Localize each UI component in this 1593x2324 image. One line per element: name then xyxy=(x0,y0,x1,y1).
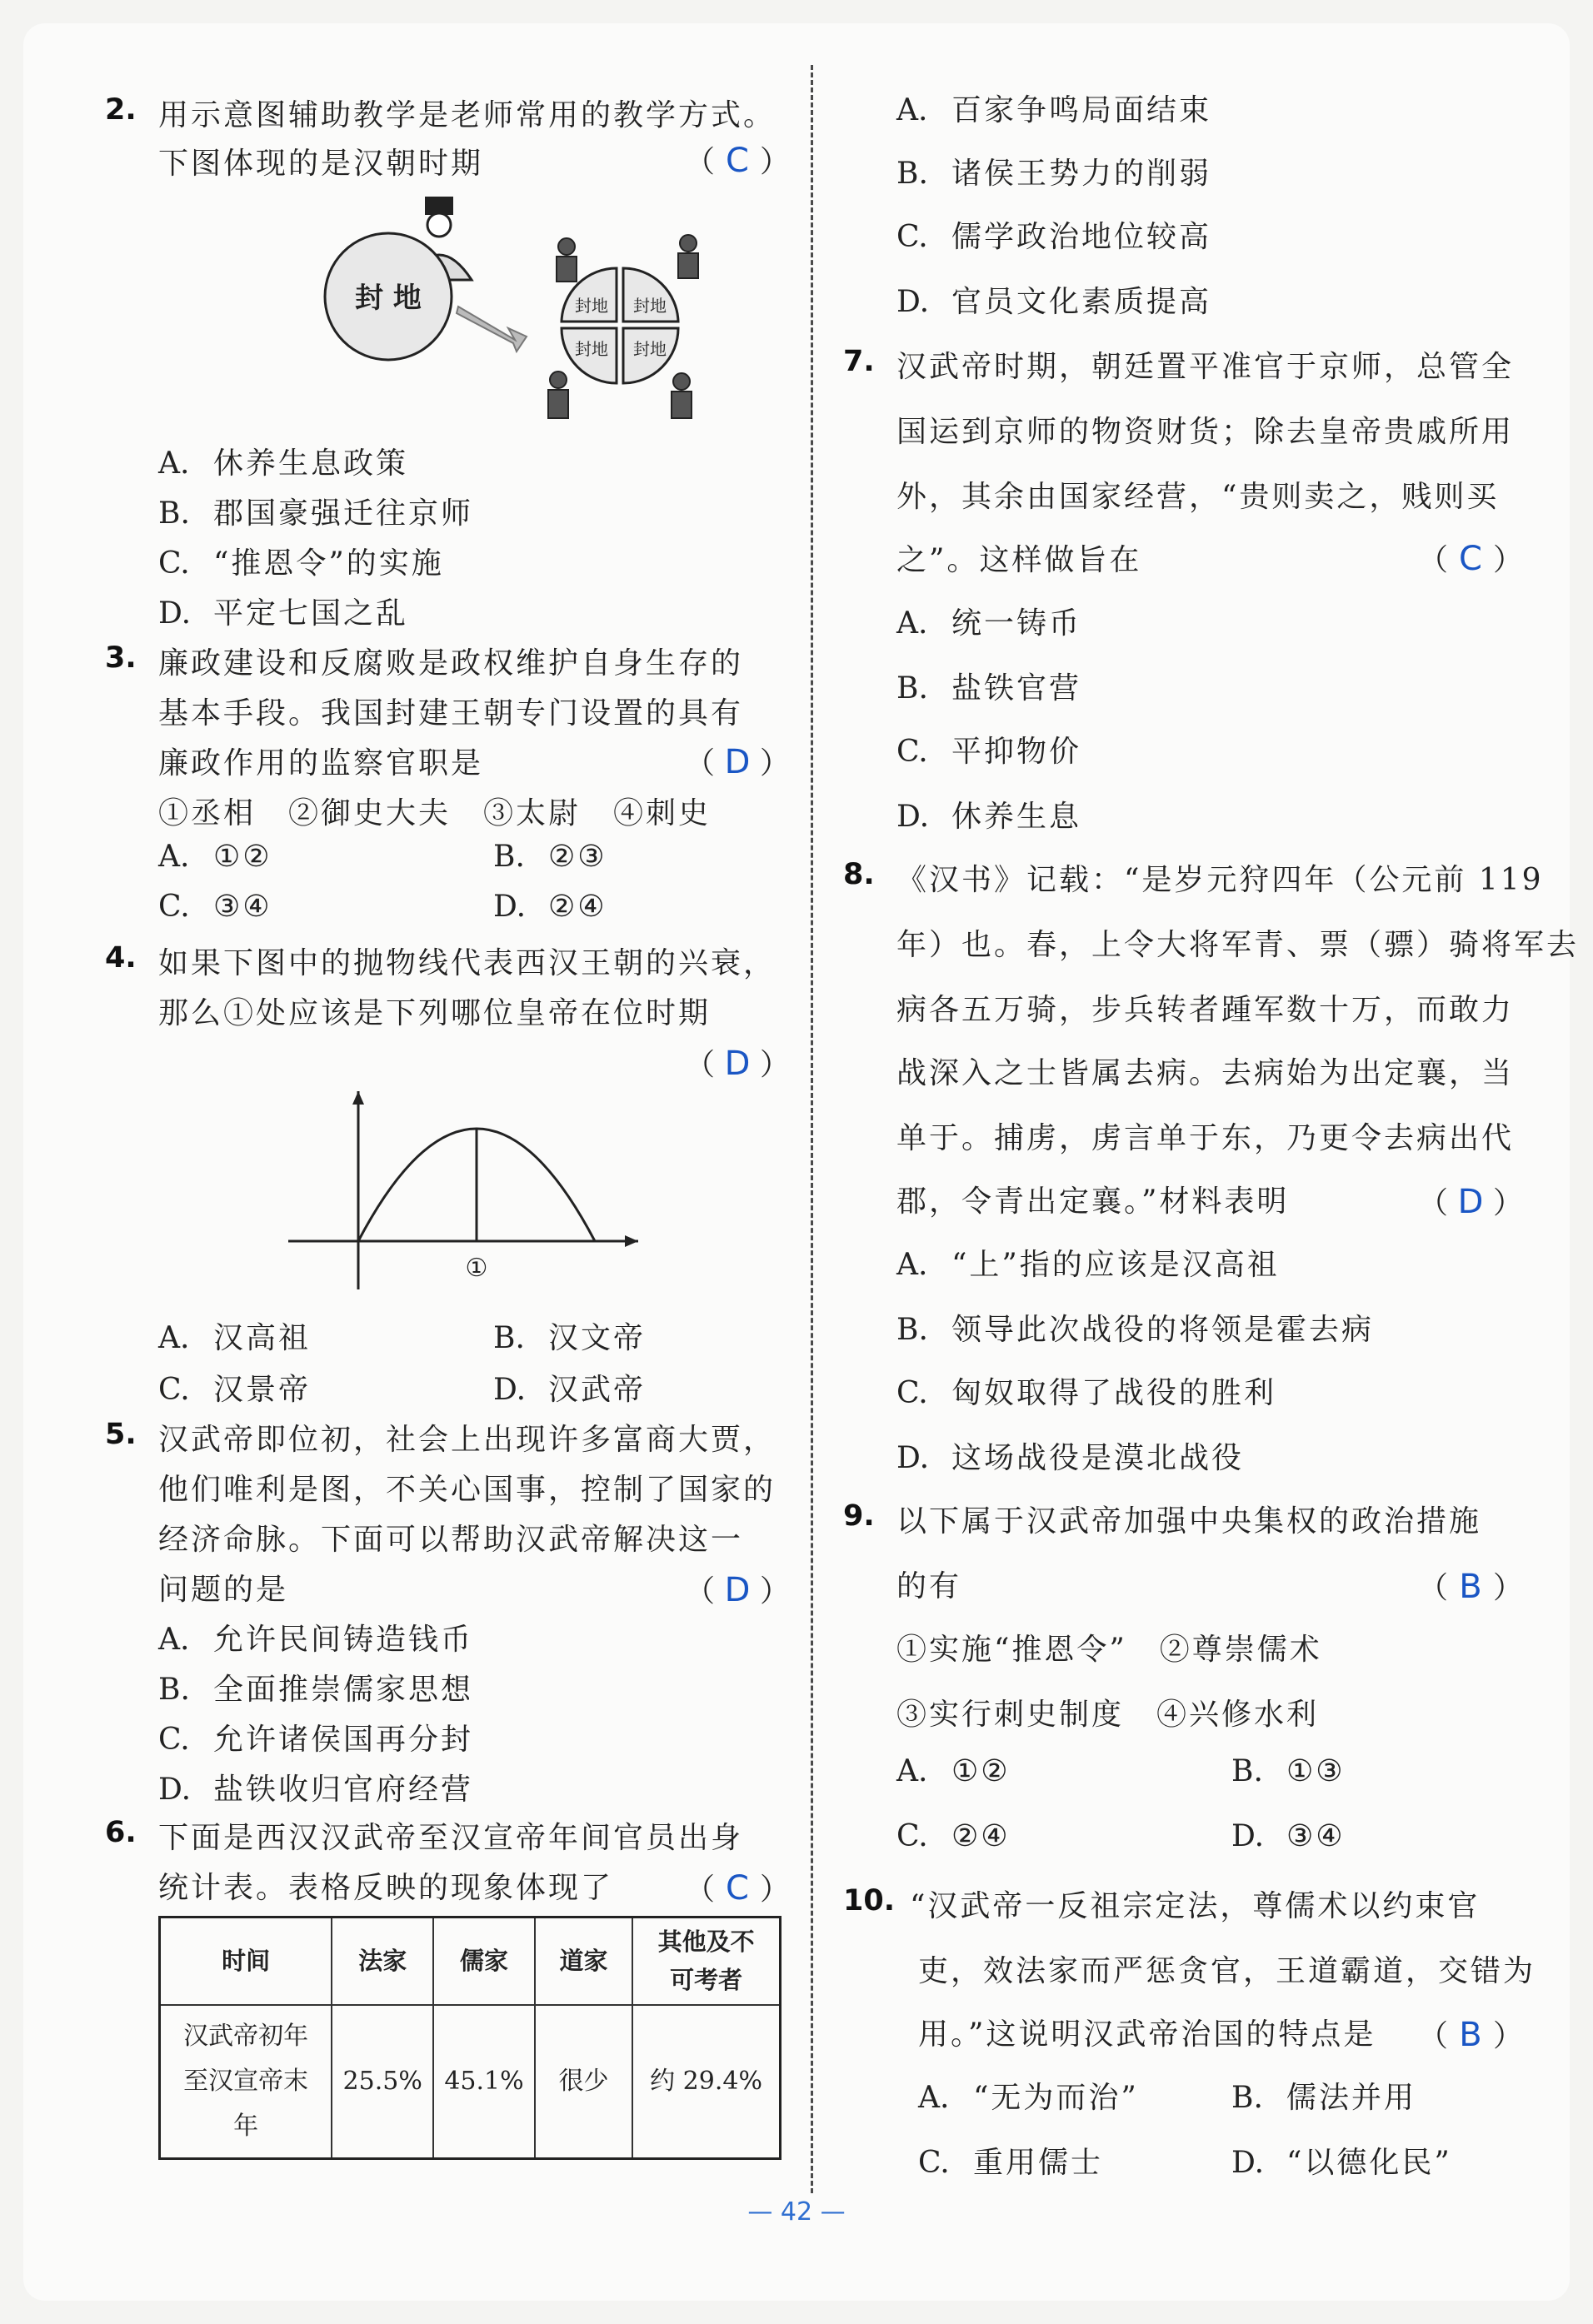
option-d: D. 官员文化素质提高 xyxy=(896,285,1212,319)
table-header-row xyxy=(160,1918,781,2005)
table-cell: 汉武帝初年至汉宣帝末年 xyxy=(160,2005,332,2159)
question-text: 廉政建设和反腐败是政权维护自身生存的 xyxy=(158,646,744,681)
question-text: 年）也。春，上令大将军青、票（骠）骑将军去 xyxy=(896,928,1580,962)
option-c: C. ③④ xyxy=(158,890,272,924)
question-text: 经济命脉。下面可以帮助汉武帝解决这一 xyxy=(158,1523,744,1557)
question-number: 2. xyxy=(105,93,137,127)
fief-division-diagram xyxy=(308,188,758,430)
question-number: 4. xyxy=(105,941,137,975)
option-b: B. 诸侯王势力的削弱 xyxy=(896,157,1212,191)
question-text: 汉武帝时期，朝廷置平准官于京师，总管全 xyxy=(896,350,1515,384)
fief-piece-label: 封地 xyxy=(575,339,608,359)
answer-bracket: （ B ） xyxy=(1418,1568,1524,1606)
question-text: 以下属于汉武帝加强中央集权的政治措施 xyxy=(896,1504,1482,1539)
question-number: 8. xyxy=(843,858,875,891)
option-b: B. ①③ xyxy=(1231,1754,1346,1788)
option-b: B. 领导此次战役的将领是霍去病 xyxy=(896,1313,1375,1347)
fief-piece-label: 封地 xyxy=(575,296,608,316)
x-axis-arrow-icon xyxy=(625,1235,638,1247)
table-row xyxy=(160,2005,781,2159)
option-c: C. 允许诸侯国再分封 xyxy=(158,1723,474,1757)
question-text: 单于。捕虏，虏言单于东，乃更令去病出代 xyxy=(896,1121,1515,1155)
question-text: 下面是西汉汉武帝至汉宣帝年间官员出身 xyxy=(158,1821,744,1855)
table-header: 法家 xyxy=(332,1918,433,2005)
question-text: 郡，令青出定襄。”材料表明 xyxy=(896,1184,1290,1219)
option-c: C. ②④ xyxy=(896,1819,1011,1853)
question-text: 战深入之士皆属去病。去病始为出定襄，当 xyxy=(896,1056,1515,1090)
option-c: C. 平抑物价 xyxy=(896,735,1082,769)
fief-piece-label: 封地 xyxy=(633,339,667,359)
question-text: 吏，效法家而严惩贪官，王道霸道，交错为 xyxy=(918,1954,1536,1988)
question-text: 问题的是 xyxy=(158,1573,289,1607)
option-a: A. ①② xyxy=(896,1754,1011,1788)
answer-letter: C xyxy=(726,142,749,180)
question-items: ③实行刺史制度 ④兴修水利 xyxy=(896,1698,1320,1732)
question-text: 下图体现的是汉朝时期 xyxy=(158,147,484,181)
option-a: A. 统一铸币 xyxy=(896,606,1082,641)
option-c: C. 匈奴取得了战役的胜利 xyxy=(896,1376,1277,1410)
table-cell: 45.1% xyxy=(433,2005,535,2159)
rise-fall-parabola-graph xyxy=(288,1083,738,1308)
option-d: D. “以德化民” xyxy=(1231,2146,1452,2180)
question-text: 的有 xyxy=(896,1569,962,1603)
option-c: C. “推恩令”的实施 xyxy=(158,546,444,581)
arrow-icon xyxy=(457,307,527,352)
option-a: A. “上”指的应该是汉高祖 xyxy=(896,1248,1280,1282)
question-text: 基本手段。我国封建王朝专门设置的具有 xyxy=(158,696,744,731)
table-header: 时间 xyxy=(160,1918,332,2005)
answer-bracket: （ D ） xyxy=(685,743,791,781)
answer-letter: B xyxy=(1459,1568,1482,1606)
question-text: 《汉书》记载：“是岁元狩四年（公元前 119 xyxy=(896,863,1544,897)
option-d: D. ②④ xyxy=(493,890,607,924)
answer-letter: D xyxy=(724,1045,751,1083)
question-text: 用。”这说明汉武帝治国的特点是 xyxy=(918,2017,1376,2052)
big-fief-label: 封 地 xyxy=(355,282,422,315)
page-number: — 42 — xyxy=(747,2197,846,2227)
answer-bracket: （ D ） xyxy=(685,1571,791,1609)
option-c: C. 儒学政治地位较高 xyxy=(896,220,1212,254)
answer-bracket: （ B ） xyxy=(1418,2016,1524,2054)
option-a: A. ①② xyxy=(158,840,272,874)
option-c: C. 重用儒士 xyxy=(918,2146,1104,2180)
answer-letter: D xyxy=(724,1571,751,1609)
option-c: C. 汉景帝 xyxy=(158,1373,312,1407)
option-b: B. 汉文帝 xyxy=(493,1321,647,1355)
question-number: 9. xyxy=(843,1499,875,1533)
option-d: D. 休养生息 xyxy=(896,800,1082,834)
question-text: 统计表。表格反映的现象体现了 xyxy=(158,1871,614,1905)
option-d: D. 盐铁收归官府经营 xyxy=(158,1773,474,1807)
question-text: 外，其余由国家经营，“贵则卖之，贱则买 xyxy=(896,480,1500,514)
table-cell: 很少 xyxy=(535,2005,632,2159)
option-a: A. “无为而治” xyxy=(918,2081,1139,2115)
noble-figure-icon xyxy=(548,235,698,418)
question-items: ①丞相 ②御史大夫 ③太尉 ④刺史 xyxy=(158,796,712,830)
question-text: 他们唯利是图，不关心国事，控制了国家的 xyxy=(158,1473,777,1507)
y-axis-arrow-icon xyxy=(352,1091,364,1105)
question-text: 病各五万骑，步兵转者踵军数十万，而敢力 xyxy=(896,993,1515,1027)
option-d: D. 这场战役是漠北战役 xyxy=(896,1441,1245,1475)
column-divider xyxy=(811,65,813,2193)
fief-piece-label: 封地 xyxy=(633,296,667,316)
option-d: D. ③④ xyxy=(1231,1819,1346,1853)
table-cell: 25.5% xyxy=(332,2005,433,2159)
option-d: D. 汉武帝 xyxy=(493,1373,647,1407)
question-number: 7. xyxy=(843,345,875,378)
option-b: B. 盐铁官营 xyxy=(896,671,1082,706)
answer-letter: D xyxy=(1457,1183,1484,1221)
option-d: D. 平定七国之乱 xyxy=(158,596,409,631)
divided-fief-circle xyxy=(562,268,678,383)
question-text: “汉武帝一反祖宗定法，尊儒术以约束官 xyxy=(910,1889,1481,1923)
table-header: 其他及不可考者 xyxy=(632,1918,780,2005)
question-number: 6. xyxy=(105,1816,137,1849)
question-items: ①实施“推恩令” ②尊崇儒术 xyxy=(896,1633,1322,1667)
table-cell: 约 29.4% xyxy=(632,2005,780,2159)
option-b: B. ②③ xyxy=(493,840,607,874)
question-number: 10. xyxy=(843,1884,896,1918)
answer-letter: C xyxy=(1459,540,1482,578)
option-b: B. 郡国豪强迁往京师 xyxy=(158,496,474,531)
question-text: 国运到京师的物资财货；除去皇帝贵戚所用 xyxy=(896,415,1515,449)
peak-label: ① xyxy=(465,1254,488,1283)
option-a: A. 休养生息政策 xyxy=(158,446,409,481)
option-b: B. 全面推崇儒家思想 xyxy=(158,1673,474,1707)
table-header: 道家 xyxy=(535,1918,632,2005)
answer-letter: B xyxy=(1459,2016,1482,2054)
question-number: 5. xyxy=(105,1418,137,1451)
question-text: 廉政作用的监察官职是 xyxy=(158,746,484,780)
answer-letter: C xyxy=(726,1869,749,1908)
question-text: 之”。这样做旨在 xyxy=(896,543,1142,577)
question-text: 用示意图辅助教学是老师常用的教学方式。 xyxy=(158,98,777,132)
option-a: A. 允许民间铸造钱币 xyxy=(158,1623,474,1657)
option-a: A. 百家争鸣局面结束 xyxy=(896,93,1212,127)
answer-bracket: （ C ） xyxy=(685,1869,791,1908)
official-origin-table xyxy=(158,1916,782,2160)
option-a: A. 汉高祖 xyxy=(158,1321,312,1355)
question-text: 如果下图中的抛物线代表西汉王朝的兴衰， xyxy=(158,946,777,980)
table-header: 儒家 xyxy=(433,1918,535,2005)
answer-letter: D xyxy=(724,743,751,781)
option-b: B. 儒法并用 xyxy=(1231,2081,1417,2115)
question-number: 3. xyxy=(105,641,137,675)
answer-bracket: （ D ） xyxy=(1418,1183,1524,1221)
answer-bracket: （ D ） xyxy=(685,1045,791,1083)
answer-bracket: （ C ） xyxy=(1418,540,1524,578)
question-text: 那么①处应该是下列哪位皇帝在位时期 xyxy=(158,996,712,1030)
answer-bracket: （ C ） xyxy=(685,142,791,180)
question-text: 汉武帝即位初，社会上出现许多富商大贾， xyxy=(158,1423,777,1457)
